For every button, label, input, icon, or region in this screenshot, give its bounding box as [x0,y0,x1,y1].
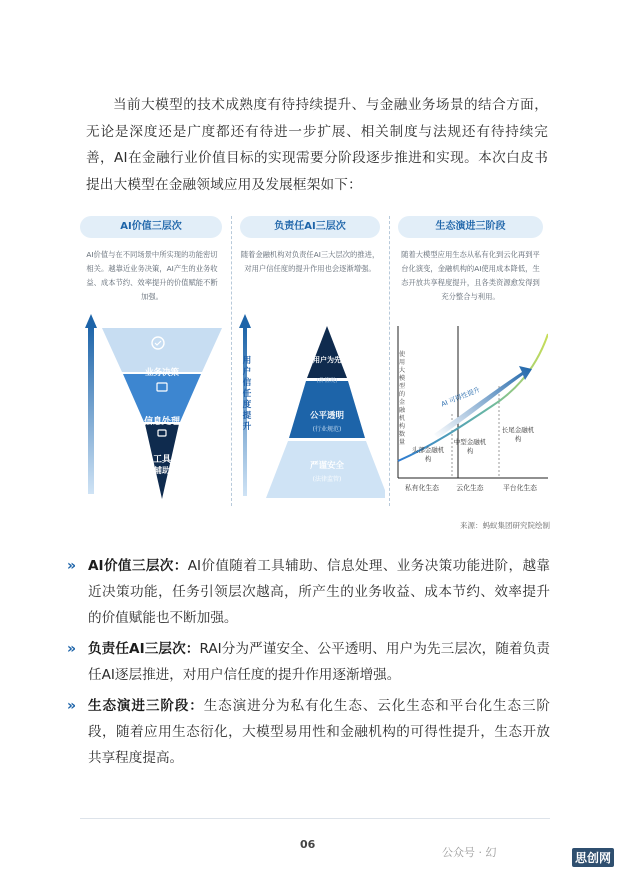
ecosystem-curve-graphic [392,306,548,506]
double-chevron-icon: » [67,698,74,714]
layer-sub-values: (价值观) [316,378,338,384]
bullet-text: AI价值随着工具辅助、信息处理、业务决策功能进阶，越靠近决策功能，任务引领层次越高，所产生的业务收益、成本节约、效率提升的价值赋能也不断加强。 [88,558,550,626]
layer-sub-regulation: (法律监管) [312,476,342,483]
segment-mid: 中型金融机构 [453,438,487,455]
layer-label-tool: 工具 [152,455,171,465]
col1-desc: AI价值与在不同场景中所实现的功能密切相关。越靠近业务决策，AI产生的业务收益、成本节约、效率提升的价值赋能不断加强。 [86,250,218,301]
layer-sub-industry-norms: (行业规范) [312,426,342,433]
col3-desc: 随着大模型应用生态从私有化到云化再到平台化演变，金融机构的AI使用成本降低，生态开放共享程度提升，且各类资源愈发得到充分整合与利用。 [401,250,540,301]
segment-tail: 长尾金融机构 [501,426,535,443]
layer-label-decision: 业务决策 [144,368,179,378]
bullet-ecosystem [67,693,550,771]
bullet-title: AI价值三层次： [88,558,188,574]
layer-label-secure: 严谨安全 [309,461,344,471]
column-divider [231,216,232,506]
layer-label-user-first: 用户为先 [313,356,341,364]
bullet-responsible-ai [67,636,550,688]
stage-cloud: 云化生态 [456,484,484,492]
institution-count-axis-label: 使用大模型的金融机构数量 [398,351,406,446]
trust-axis-label: 用户信任度提升 [242,356,252,432]
pyramid-layer-top [307,326,347,378]
figure-source: 来源：蚂蚁集团研究院绘制 [460,521,550,530]
column-divider [389,216,390,506]
col1-title: AI价值三层次 [80,216,222,238]
layer-label-info: 信息处理 [143,417,180,427]
watermark-logo: 思创网 [572,848,614,867]
bullet-title: 生态演进三阶段： [88,698,204,714]
double-chevron-icon: » [67,641,74,657]
stage-private: 私有化生态 [405,484,439,492]
intro-paragraph: 当前大模型的技术成熟度有待持续提升、与金融业务场景的结合方面，无论是深度还是广度都还有待进一步扩展、相关制度与法规还有待持续完善，AI在金融行业价值目标的实现需要分阶段逐步推进和实现。本次白皮书提出大模型在金融领域应用及发展框架如下： [86,97,548,193]
curve-annotation: AI 可得性提升 [440,385,482,409]
bullet-ai-value [67,553,550,631]
page-number: 06 [300,838,316,851]
layer-label-assist: 辅助 [154,466,170,475]
segment-head: 头部金融机构 [411,446,445,463]
value-funnel-graphic [80,306,230,506]
stage-platform: 平台化生态 [503,484,537,492]
upward-arrow-head [85,314,97,328]
col2-title: 负责任AI三层次 [240,216,380,238]
bullet-text: 生态演进分为私有化生态、云化生态和平台化生态三阶段，随着应用生态衍化，大模型易用性和金融机构的可得性提升，生态开放共享程度提高。 [88,698,550,766]
footer-divider [80,818,550,819]
double-chevron-icon: » [67,558,74,574]
col3-title: 生态演进三阶段 [398,216,543,238]
watermark-text: 公众号 · 幻 [442,846,497,859]
upward-arrow-shaft [88,326,94,494]
bullet-title: 负责任AI三层次： [88,641,200,657]
layer-label-fair-transparent: 公平透明 [309,411,344,421]
framework-figure [80,206,550,536]
bullet-text: RAI分为严谨安全、公平透明、用户为先三层次，随着负责任AI逐层推进，对用户信任度的提升作用逐渐增强。 [88,641,550,683]
col2-desc: 随着金融机构对负责任AI三大层次的推进，对用户信任度的提升作用也会逐渐增强。 [240,250,380,273]
upward-arrow-head [239,314,251,328]
